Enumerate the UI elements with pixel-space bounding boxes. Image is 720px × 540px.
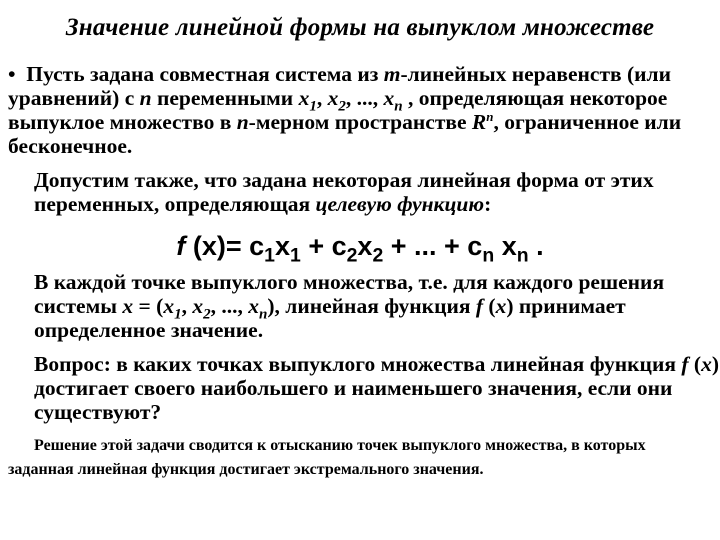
paragraph-each-point: [8, 270, 720, 342]
formula-x: x: [274, 231, 290, 261]
formula-sub: 2: [346, 244, 358, 267]
bullet: •: [8, 62, 16, 86]
text-segment: -мерном пространстве: [248, 110, 472, 134]
text-segment: переменными: [151, 86, 299, 110]
var-x: x: [701, 352, 712, 376]
paragraph-question: [8, 352, 720, 424]
var-x2: $x_2$: [192, 294, 211, 323]
text-segment: (: [483, 294, 496, 318]
text-segment: ), линейная функция: [267, 294, 476, 318]
var-Rn: $R^n$: [471, 109, 494, 134]
formula-sub: 1: [264, 244, 275, 267]
var-x: x: [122, 294, 134, 318]
formula-x: x: [357, 231, 373, 261]
formula-term: + c: [300, 231, 347, 261]
var-x: x: [495, 294, 507, 318]
text-segment: (: [688, 352, 702, 376]
text-segment: = (: [133, 294, 164, 318]
text-segment: -линейных неравенств (или уравнений) с: [8, 62, 672, 110]
var-x1: $x_1$: [163, 294, 182, 323]
var-x1: $x_1$: [298, 86, 317, 115]
text-segment: Пусть задана совместная система из: [26, 62, 384, 86]
var-xn: $x_n$: [248, 294, 268, 323]
formula-x: x: [494, 231, 517, 261]
emphasis-objective: целевую функцию: [315, 192, 485, 216]
var-n: n: [236, 110, 249, 134]
formula-sub: n: [482, 244, 495, 267]
text-segment: , ...,: [210, 294, 249, 318]
var-m: m: [383, 62, 401, 86]
formula-sub: 1: [290, 244, 301, 267]
separator: ,: [181, 294, 193, 318]
solution-text: Решение этой задачи сводится к отысканию точек выпуклого множества, в которых заданная линейная функция достигает экстремального значения.: [8, 437, 646, 478]
slide-title: Значение линейной формы на выпуклом множестве: [65, 14, 655, 41]
paragraph-system-definition: • Пусть задана совместная система из m-линейных неравенств (или уравнений) с n переменными $x_1$, $x_2$, ..., $x_n$ , определяющая некоторое выпуклое множество в n-мерном пространстве $R^n$, ограниченное или бесконечное.: [8, 62, 682, 158]
text-segment: , ограниченное или бесконечное.: [8, 110, 682, 158]
text-segment: :: [484, 192, 492, 216]
formula-sub: n: [516, 244, 529, 267]
text-segment: Вопрос: в каких точках выпуклого множества линейная функция: [34, 352, 682, 376]
var-n: n: [139, 86, 152, 110]
text-segment: , определяющая некоторое выпуклое множество в: [8, 86, 668, 134]
var-f: f: [475, 294, 484, 318]
paragraph-objective-function: [8, 168, 720, 216]
text-segment: ) достигает своего наибольшего и наименьшего значения, если они существуют?: [34, 352, 719, 424]
formula-f: f: [176, 231, 186, 261]
text-segment: , ...,: [345, 86, 384, 110]
var-xn: $x_n$: [383, 86, 403, 115]
formula-term: + ... + c: [383, 231, 483, 261]
var-x2: $x_2$: [327, 86, 346, 115]
text-segment: ) принимает определенное значение.: [34, 294, 626, 342]
formula-sub: 2: [372, 244, 384, 267]
formula-end: .: [528, 231, 544, 261]
formula-arg: (x): [185, 231, 226, 261]
var-f: f: [681, 352, 689, 376]
text-segment: В каждой точке выпуклого множества, т.е. для каждого решения системы: [34, 270, 665, 318]
formula-linear-form: [0, 230, 720, 267]
formula-eq: = c: [225, 231, 265, 261]
paragraph-solution: [8, 434, 712, 482]
text-segment: Допустим также, что задана некоторая линейная форма от этих переменных, определяющая: [34, 168, 654, 216]
